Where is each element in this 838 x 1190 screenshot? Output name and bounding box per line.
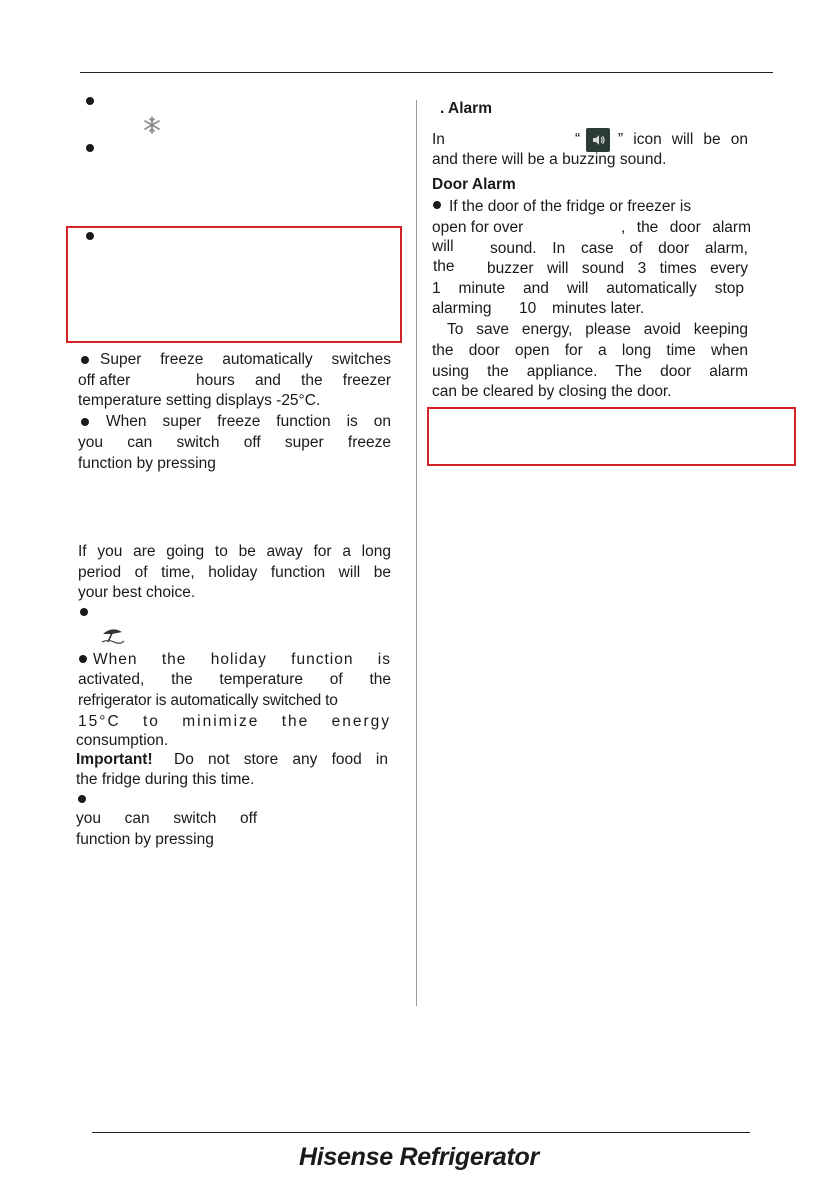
holiday-activated-line1: When the holiday function is	[93, 651, 391, 668]
door-alarm-l6-b: 10	[519, 300, 537, 317]
super-freeze-line2a: off after	[78, 372, 131, 389]
holiday-intro-line3: your best choice.	[78, 584, 196, 601]
holiday-switch-line2: function by pressing	[76, 831, 214, 848]
super-freeze-line2b: hours and the freezer	[196, 372, 391, 389]
alarm-heading: . Alarm	[440, 100, 492, 117]
bullet	[86, 232, 94, 240]
alarm-line2: and there will be a buzzing sound.	[432, 151, 667, 168]
alarm-open-quote: “	[575, 131, 581, 148]
bullet	[433, 201, 441, 209]
important-label: Important!	[76, 751, 153, 768]
door-alarm-l4-b: buzzer will sound 3 times every	[487, 260, 748, 277]
alarm-line1-b: ” icon will be on	[618, 131, 748, 148]
super-freeze-switch-line3: function by pressing	[78, 455, 216, 472]
holiday-switch-line1: you can switch off	[76, 810, 257, 827]
door-alarm-l2-a: open for over	[432, 219, 524, 236]
door-alarm-l2-b: , the door alarm	[621, 219, 751, 236]
door-alarm-l6-c: minutes later.	[552, 300, 645, 317]
holiday-activated-line5: consumption.	[76, 732, 169, 749]
bullet	[86, 144, 94, 152]
alarm-line1-a: In	[432, 131, 445, 148]
door-alarm-save-l3: using the appliance. The door alarm	[432, 363, 748, 380]
super-freeze-line3: temperature setting displays -25°C.	[78, 392, 321, 409]
super-freeze-switch-line2: you can switch off super freeze	[78, 434, 391, 451]
column-divider	[416, 100, 417, 1006]
bullet	[79, 655, 87, 663]
footer-brand: Hisense Refrigerator	[299, 1143, 539, 1171]
holiday-activated-line3: refrigerator is automatically switched to	[78, 692, 338, 709]
door-alarm-heading: Door Alarm	[432, 176, 516, 193]
bullet	[81, 356, 89, 364]
snowflake-icon	[143, 116, 161, 134]
umbrella-icon	[100, 626, 126, 644]
door-alarm-l3-b: sound. In case of door alarm,	[490, 240, 748, 257]
holiday-intro-line1: If you are going to be away for a long	[78, 543, 391, 560]
holiday-activated-line2: activated, the temperature of the	[78, 671, 391, 688]
bullet	[78, 795, 86, 803]
door-alarm-l3-a: will	[432, 238, 454, 255]
bullet	[81, 418, 89, 426]
door-alarm-l5: 1 minute and will automatically stop	[432, 280, 744, 297]
bullet	[80, 608, 88, 616]
highlight-box-left	[66, 226, 402, 343]
super-freeze-line1: Super freeze automatically switches	[100, 351, 391, 368]
holiday-intro-line2: period of time, holiday function will be	[78, 564, 391, 581]
door-alarm-l1: If the door of the fridge or freezer is	[449, 198, 692, 215]
highlight-box-right	[427, 407, 796, 466]
important-line2: the fridge during this time.	[76, 771, 255, 788]
door-alarm-l4-a: the	[433, 258, 455, 275]
holiday-activated-line4: 15°C to minimize the energy	[78, 713, 391, 730]
footer-rule	[92, 1132, 750, 1133]
door-alarm-save-l2: the door open for a long time when	[432, 342, 748, 359]
speaker-icon	[586, 128, 610, 152]
door-alarm-l6-a: alarming	[432, 300, 492, 317]
door-alarm-save-l1: To save energy, please avoid keeping	[447, 321, 748, 338]
super-freeze-switch-line1: When super freeze function is on	[106, 413, 391, 430]
important-text: Do not store any food in	[174, 751, 388, 768]
bullet	[86, 97, 94, 105]
door-alarm-save-l4: can be cleared by closing the door.	[432, 383, 672, 400]
header-rule	[80, 72, 773, 73]
